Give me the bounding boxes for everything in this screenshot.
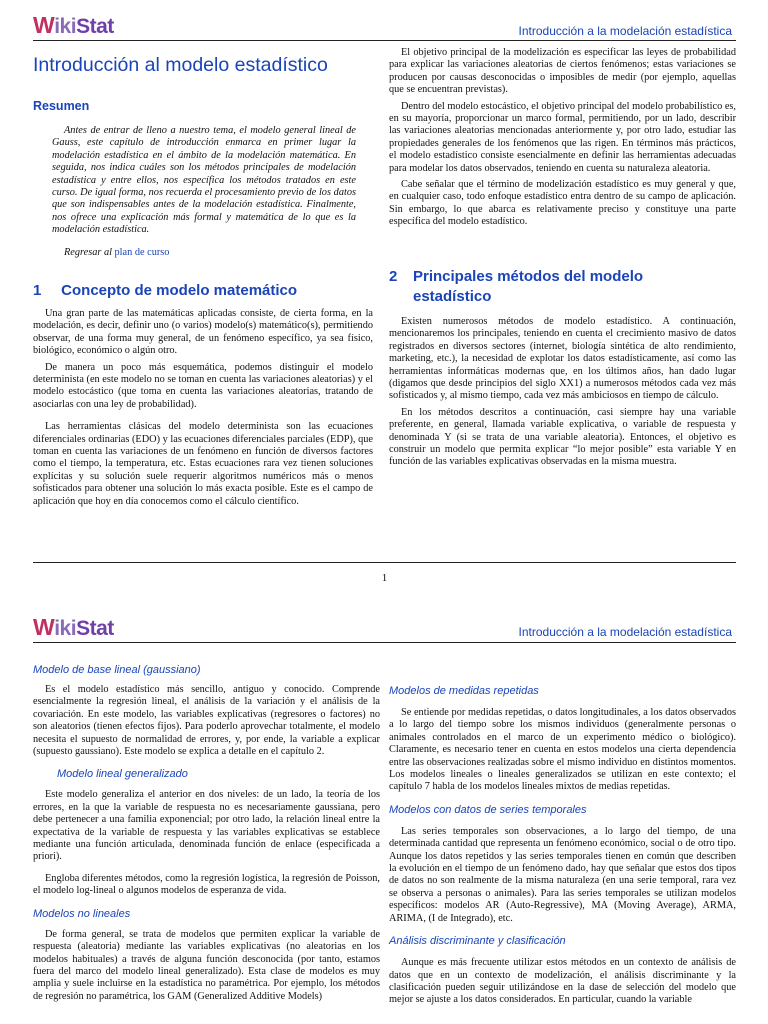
section-2-paragraph-1: Existen numerosos métodos de modelo estadístico. A continuación, mencionaremos los principales, teniendo en cuenta el crecimiento masivo de datos registrados en diversos sectores (internet, biología sintética de alto rendimiento, marketing, etc.), la necesidad de explotar los datos estadísticamente, así como las herramientas informáticas modernas que, en los últimos años, han dado lugar (digamos que desde principios del siglo XX1) a numerosos métodos cada vez más sofisticados y, al mismo tiempo, cada vez más ambiciosos en tiempo de cálculo. <box>389 316 736 402</box>
right-paragraph-2: Dentro del modelo estocástico, el objetivo principal del modelo probabilístico es, en su mayoría, proporcionar un marco formal, permitiendo, por un lado, describir las variaciones aleatorias mencionadas anteriormente y, por otro lado, estudiar las propiedades generales de los fenómenos que las rigen. En términos más prácticos, el modelo estadístico consiste esencialmente en definir las herramientas adecuadas para modelar los datos observados, teniendo en cuenta su naturaleza aleatoria. <box>389 100 736 174</box>
section-1-number: 1 <box>33 282 42 299</box>
right-paragraph-1: El objetivo principal de la modelización es especificar las leyes de probabilidad para explicar las variaciones aleatorias de ciertos fenómenos; estas variaciones se producen por causas desconocidas o imposibles de medir (por ejemplo, aquellas que se encuentran previstas). <box>389 47 736 96</box>
abstract <box>52 125 356 259</box>
medidas-repetidas-paragraph: Se entiende por medidas repetidas, o datos longitudinales, a los datos observados a lo largo del tiempo sobre los mismos individuos (generalmente personas o animales controlados en el marco de un experimento médico o biológico). Claramente, es necesario tener en cuenta en estos modelos una cierta dependencia entre las observaciones realizadas sobre el mismo individuo en distintos momentos. Los modelos lineales o lineales generalizados se utilizan en este contexto; el capítulo 7 habla de los modelos lineales mixtos de medias repetidas. <box>389 707 736 793</box>
page2-right-column <box>389 685 736 1007</box>
series-temporales-paragraph: Las series temporales son observaciones, a lo largo del tiempo, de una determinada cantidad que representa un fenómeno económico, social o de otro tipo. Aunque los datos repetidos y las series temporales tienen en común que describen la evolución en el tiempo de un fenómeno dado, hay que señalar que estos dos tipos de datos no son realmente de la misma naturaleza (en una serie temporal, rara vez se observa a personas o animales). Para las series temporales se utilizan modelos específicos: modelos AR (Auto-Regressive), MA (Moving Average), ARMA, ARIMA, (I de Integrado), etc. <box>389 825 736 924</box>
subsection-analisis-discriminante: Análisis discriminante y clasificación <box>389 935 566 948</box>
section-2-paragraph-2: En los métodos descritos a continuación, casi siempre hay una variable preferente, en general, llamada variable explicativa, o variable de respuesta y denominada Y (si se trata de una variable aleatoria). Entonces, el objetivo es construir un modelo que permita explicar “lo mejor posible” esta variable Y en función de las variables explicativas observadas en la misma muestra. <box>389 406 736 468</box>
subsection-series-temporales: Modelos con datos de series temporales <box>389 803 587 816</box>
section-1-heading <box>33 281 373 301</box>
running-header-title: Introducción a la modelación estadística <box>518 24 732 38</box>
section-2-title: Principales métodos del modelo estadístico <box>413 268 644 305</box>
right-paragraph-3: Cabe señalar que el término de modelización estadístico es muy general y que, en cualquier caso, todo enfoque estadístico entra dentro de su campo de aplicación. Sin embargo, lo que abarca es relativamente preciso y constituye una parte específica del modelo estadístico. <box>389 179 736 228</box>
wikistat-logo: WikiStat <box>33 12 114 38</box>
subsection-medidas-repetidas: Modelos de medidas repetidas <box>389 685 539 697</box>
section-1-paragraph-3: Las herramientas clásicas del modelo determinista son las ecuaciones diferenciales ordinarias (EDO) y las ecuaciones diferenciales parciales (EDP), que toman en cuenta las variaciones de un fenómeno en función de diversos factores como el tiempo, la temperatura, etc. Estas ecuaciones rara vez tienen soluciones explícitas y su solución suele requerir algoritmos numéricos más o menos sofisticados para obtener una solución lo más exacta posible. Este es el campo de aplicación que hoy en día conocemos como el cálculo científico. <box>33 421 373 507</box>
page2-left-column <box>33 664 380 1003</box>
no-lineales-paragraph: De forma general, se trata de modelos que permiten explicar la variable de respuesta (aleatoria) mediante las variables explicativas (no aleatorias en los modelos habituales) a través de alguna función desconocida (por tanto, estamos fuera del marco del modelo lineal generalizado). Esta clase de modelos es muy amplia y suele incluirse en la estadística no paramétrica. Por ejemplo, los métodos de regresión no paramétrica, los GAM (Generalized Additive Models) <box>33 928 380 1002</box>
section-1-body <box>33 308 373 508</box>
analisis-discriminante-paragraph: Aunque es más frecuente utilizar estos métodos en un contexto de análisis de datos que en un contexto de modelización, el análisis discriminante y la clasificación pueden seguir utilizándose en la dase de selección del modelo que mejor se ajuste a los datos considerados. En particular, cuando la variable <box>389 957 736 1006</box>
subsection-lineal-generalizado: Modelo lineal generalizado <box>57 768 188 781</box>
section-2-body <box>389 316 736 469</box>
lineal-generalizado-paragraph-2: Engloba diferentes métodos, como la regresión logística, la regresión de Poisson, el modelo log-lineal o algunos modelos de esperanza de vida. <box>33 872 380 897</box>
lineal-generalizado-paragraph-1: Este modelo generaliza el anterior en dos niveles: de un lado, la teoría de los errores, en la que la variable de respuesta no es necesariamente gaussiana, pero debe pertenecer a una familia exponencial; por otro lado, la relación lineal entre la expectativa de la variable de respuesta y las variables explicativas se establece mediante una función articulada, denominada función de enlace (especificada a priori). <box>33 789 380 863</box>
section-1-paragraph-2: De manera un poco más esquemática, podemos distinguir el modelo determinista (en este modelo no se toman en cuenta las variaciones aleatorias) y el modelo estocástico (que toma en cuenta las variaciones aleatorias, tratando de asociarlas con una ley de probabilidad). <box>33 361 373 410</box>
header-rule-page2 <box>33 642 736 643</box>
plan-de-curso-link[interactable]: plan de curso <box>114 246 170 258</box>
regresar-line <box>52 247 356 259</box>
base-lineal-paragraph: Es el modelo estadístico más sencillo, antiguo y conocido. Comprende esencialmente la regresión lineal, el análisis de la variación y el análisis de la covariación. En este modelo, las variables explicativas (regresores o factores) no son aleatorios (tienen efectos fijos). Para poderlo aprovechar totalmente, el modelo necesita el supuesto de normalidad de errores, y, por ende, la variable a explicar (supuesto gaussiano). Este modelo se explica a detalle en el capítulo 2. <box>33 684 380 758</box>
subsection-base-lineal: Modelo de base lineal (gaussiano) <box>33 664 201 676</box>
resumen-heading: Resumen <box>33 99 90 113</box>
page-title: Introducción al modelo estadístico <box>33 54 328 76</box>
page-number: 1 <box>381 572 388 584</box>
subsection-no-lineales: Modelos no lineales <box>33 907 131 920</box>
footer-rule <box>33 562 736 563</box>
wikistat-logo-page2: WikiStat <box>33 614 114 640</box>
section-2-number: 2 <box>389 268 398 285</box>
right-column-intro <box>389 47 736 229</box>
header-rule <box>33 40 736 41</box>
abstract-text: Antes de entrar de lleno a nuestro tema, el modelo general lineal de Gauss, este capítulo de introducción enmarca en primer lugar la modelación estadística en el ámbito de la modelación matemática. En seguida, nos indica cuáles son los métodos principales de modelación estadística y entre ellos, nos específica los métodos tratados en este curso. De igual forma, nos recuerda el procesamiento previo de los datos que son indispensables antes de la modelación estadística. Finalmente, nos ofrece una explicación más formal y matemática de lo que es la modelación estadística. <box>52 125 356 236</box>
section-1-paragraph-1: Una gran parte de las matemáticas aplicadas consiste, de cierta forma, en la modelación, es decir, definir uno (o varios) modelo(s) matemático(s), permitiendo observar, de una forma muy general, de un fenómeno específico, ya sea físico, biológico, económico o algún otro. <box>33 308 373 357</box>
section-2-heading <box>389 267 689 307</box>
running-header-title-page2: Introducción a la modelación estadística <box>518 625 732 639</box>
section-1-title: Concepto de modelo matemático <box>61 282 298 299</box>
regresar-text: Regresar al <box>64 246 112 258</box>
